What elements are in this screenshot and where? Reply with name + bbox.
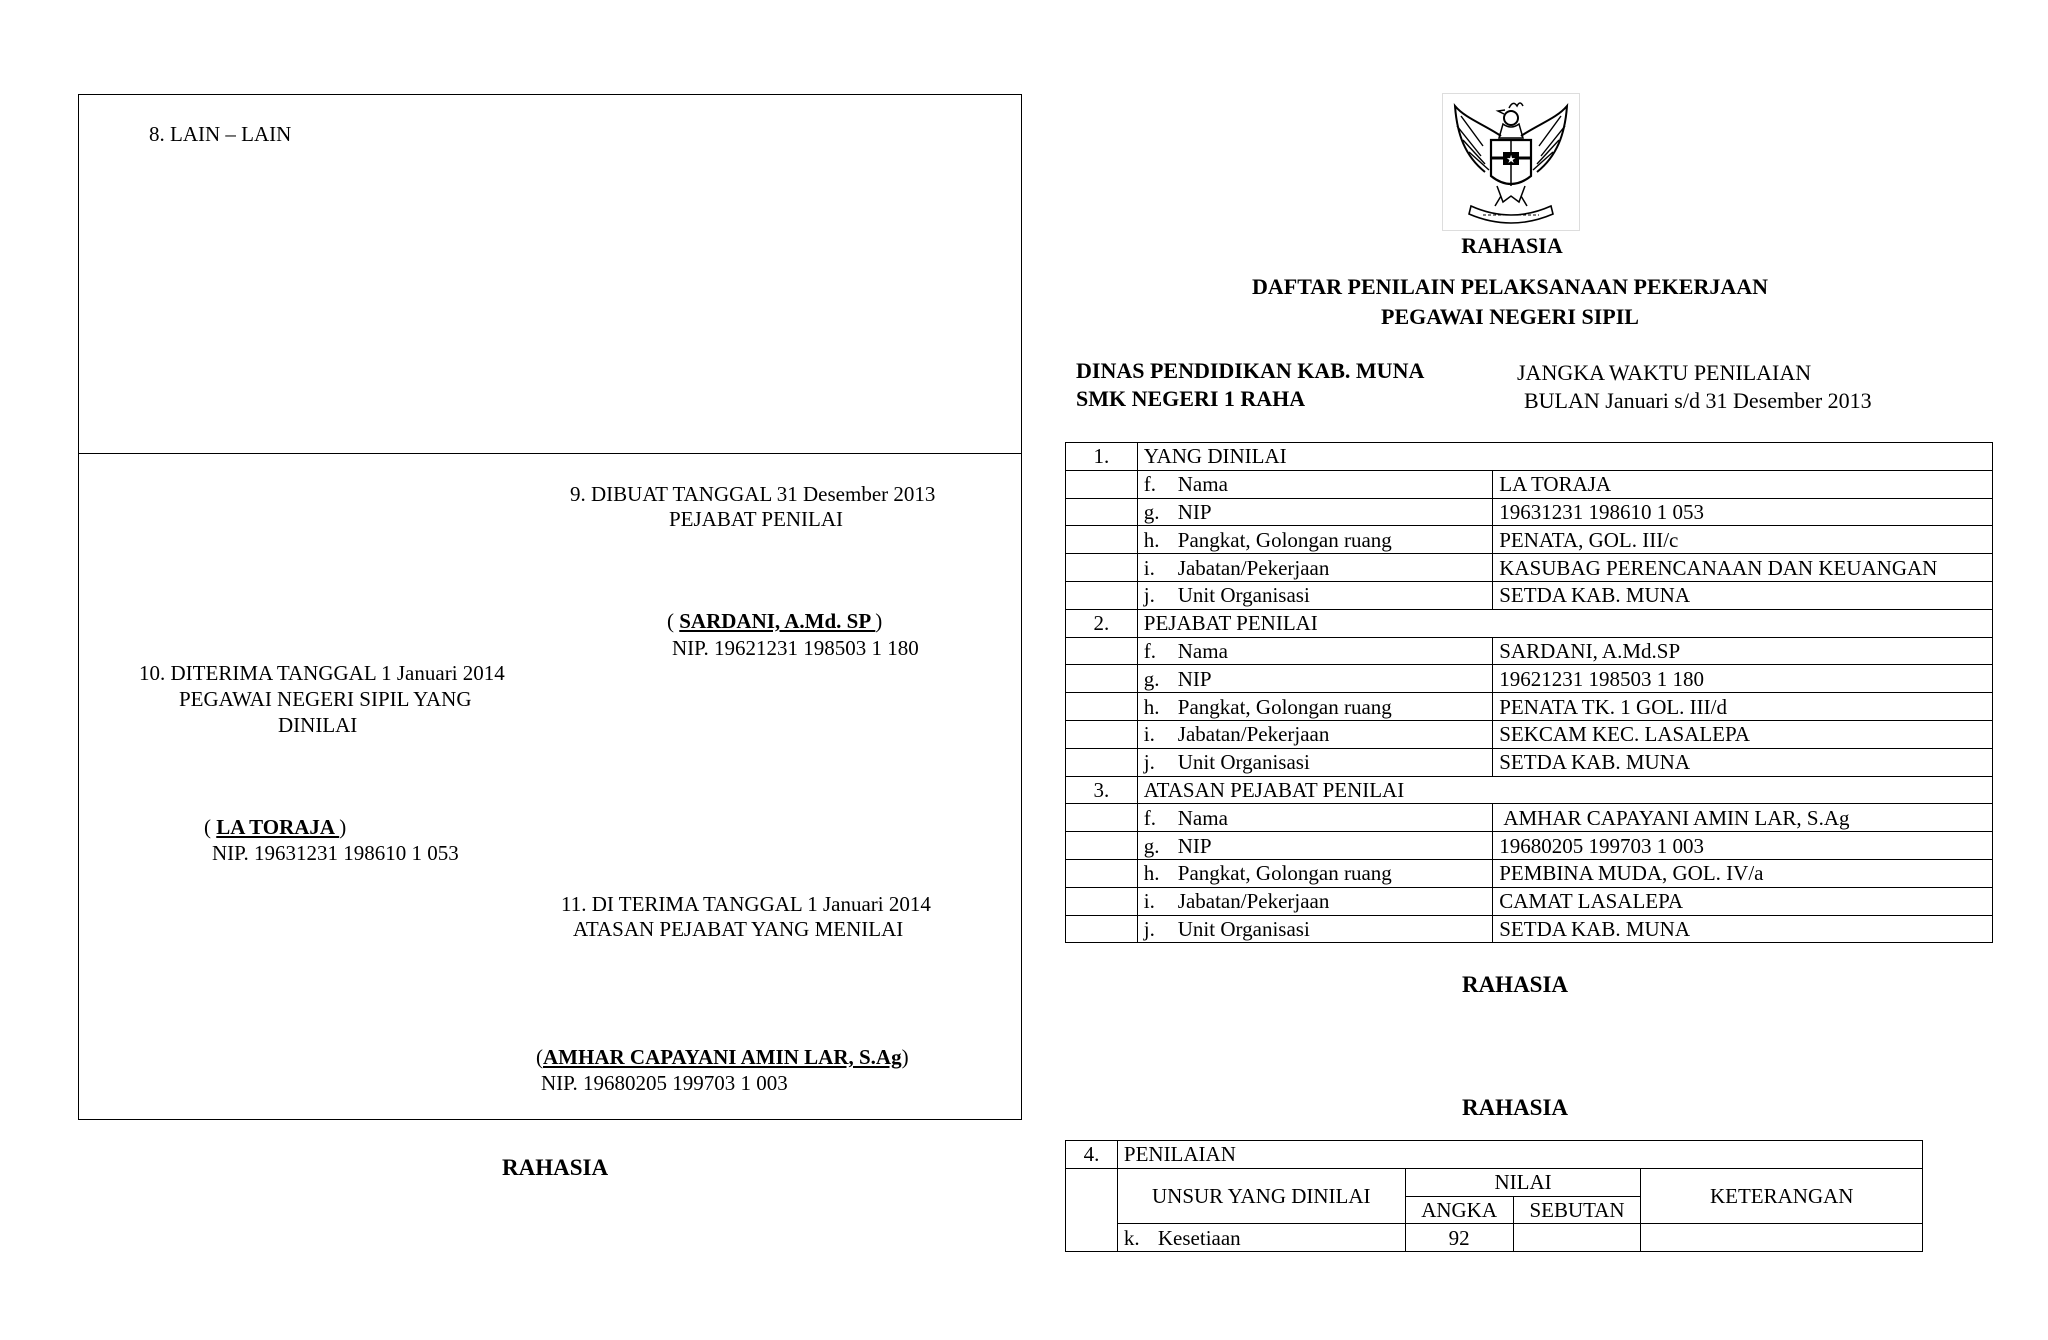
table-row <box>1066 693 1993 721</box>
doc-title-line-2: PEGAWAI NEGERI SIPIL <box>1381 304 1639 329</box>
field-letter: i. <box>1143 889 1155 914</box>
field-label-text: Nama <box>1177 805 1228 830</box>
doc-title-line-1: DAFTAR PENILAIN PELAKSANAAN PEKERJAAN <box>1251 274 1768 299</box>
field-letter: f. <box>1143 472 1157 497</box>
table-row <box>1066 859 1993 887</box>
field-value: CAMAT LASALEPA <box>1493 887 1993 915</box>
field-value: KASUBAG PERENCANAAN DAN KEUANGAN <box>1493 554 1993 582</box>
field-value: SEKCAM KEC. LASALEPA <box>1493 720 1993 748</box>
row-keterangan <box>1641 1224 1923 1252</box>
field-letter: h. <box>1143 527 1160 552</box>
section-number: 1. <box>1066 443 1138 471</box>
field-label <box>1137 720 1492 748</box>
empty-cell <box>1066 804 1138 832</box>
field-label <box>1137 581 1492 609</box>
table-row <box>1066 832 1993 860</box>
field-value: 19621231 198503 1 180 <box>1493 665 1993 693</box>
di-terima-tanggal: 11. DI TERIMA TANGGAL 1 Januari 2014 <box>561 892 931 916</box>
table-row <box>1066 637 1993 665</box>
left-frame <box>78 94 1022 1120</box>
field-label <box>1137 470 1492 498</box>
field-label <box>1137 554 1492 582</box>
dinas-label: DINAS PENDIDIKAN KAB. MUNA <box>1076 358 1425 383</box>
nip-amhar: NIP. 19680205 199703 1 003 <box>541 1071 788 1095</box>
empty-cell <box>1066 637 1138 665</box>
section-number: 3. <box>1066 776 1138 804</box>
column-header-sebutan: SEBUTAN <box>1513 1196 1641 1224</box>
table-row <box>1066 581 1993 609</box>
table-row <box>1066 470 1993 498</box>
diterima-tanggal: 10. DITERIMA TANGGAL 1 Januari 2014 <box>139 661 505 685</box>
empty-cell <box>1066 665 1138 693</box>
period-label: BULAN Januari s/d 31 Desember 2013 <box>1524 388 1872 413</box>
field-label-text: NIP <box>1177 499 1212 524</box>
dinilai-label: DINILAI <box>278 713 358 737</box>
empty-cell <box>1066 470 1138 498</box>
column-header-angka: ANGKA <box>1405 1196 1513 1224</box>
column-header-nilai: NILAI <box>1405 1168 1641 1196</box>
signature-sardani: ( SARDANI, A.Md. SP ) <box>667 609 883 633</box>
table-row <box>1066 748 1993 776</box>
field-letter: g. <box>1143 833 1160 858</box>
field-letter: g. <box>1143 499 1160 524</box>
table-row <box>1066 526 1993 554</box>
rahasia-top: RAHASIA <box>1461 233 1563 258</box>
field-value: PEMBINA MUDA, GOL. IV/a <box>1493 859 1993 887</box>
table-row <box>1066 443 1993 471</box>
empty-cell <box>1066 693 1138 721</box>
field-label-text: Jabatan/Pekerjaan <box>1177 555 1330 580</box>
field-letter: h. <box>1143 694 1160 719</box>
rahasia-left-footer: RAHASIA <box>502 1155 609 1180</box>
field-label <box>1137 693 1492 721</box>
signature-amhar: (AMHAR CAPAYANI AMIN LAR, S.Ag) <box>536 1045 909 1069</box>
field-label <box>1137 859 1492 887</box>
empty-cell <box>1066 832 1138 860</box>
field-label <box>1137 887 1492 915</box>
field-letter: i. <box>1143 555 1155 580</box>
field-label <box>1137 665 1492 693</box>
table-row <box>1066 720 1993 748</box>
field-value: AMHAR CAPAYANI AMIN LAR, S.Ag <box>1493 804 1993 832</box>
field-label-text: Unit Organisasi <box>1177 750 1310 775</box>
signature-la-toraja: ( LA TORAJA ) <box>204 815 347 839</box>
field-label-text: Pangkat, Golongan ruang <box>1177 861 1392 886</box>
field-letter: j. <box>1143 583 1155 608</box>
row-label: k. Kesetiaan <box>1117 1224 1405 1252</box>
section-title: ATASAN PEJABAT PENILAI <box>1137 776 1992 804</box>
field-value: SETDA KAB. MUNA <box>1493 748 1993 776</box>
field-letter: f. <box>1143 638 1157 663</box>
table-row <box>1066 915 1993 943</box>
empty-cell <box>1066 887 1138 915</box>
field-label-text: NIP <box>1177 666 1212 691</box>
field-label <box>1137 526 1492 554</box>
empty-cell <box>1066 554 1138 582</box>
empty-cell <box>1066 720 1138 748</box>
field-label <box>1137 498 1492 526</box>
nip-sardani: NIP. 19621231 198503 1 180 <box>672 636 919 660</box>
row-angka: 92 <box>1405 1224 1513 1252</box>
table-row <box>1066 1141 1923 1169</box>
jangka-waktu-label: JANGKA WAKTU PENILAIAN <box>1517 360 1812 385</box>
field-value: 19680205 199703 1 003 <box>1493 832 1993 860</box>
empty-cell <box>1066 748 1138 776</box>
field-letter: f. <box>1143 805 1157 830</box>
identity-table <box>1065 442 1993 943</box>
field-value: SETDA KAB. MUNA <box>1493 581 1993 609</box>
field-label-text: Nama <box>1177 638 1228 663</box>
column-header-keterangan: KETERANGAN <box>1641 1168 1923 1224</box>
section-number: 2. <box>1066 609 1138 637</box>
table-row <box>1066 554 1993 582</box>
field-label-text: Unit Organisasi <box>1177 583 1310 608</box>
pejabat-penilai-label: PEJABAT PENILAI <box>669 507 844 531</box>
table-row <box>1066 887 1993 915</box>
penilaian-table <box>1065 1140 1923 1252</box>
field-label-text: Nama <box>1177 472 1228 497</box>
field-value: 19631231 198610 1 053 <box>1493 498 1993 526</box>
section-number: 4. <box>1066 1141 1118 1169</box>
section-title: PEJABAT PENILAI <box>1137 609 1992 637</box>
field-label <box>1137 637 1492 665</box>
empty-cell <box>1066 581 1138 609</box>
left-divider <box>78 453 1022 454</box>
field-label <box>1137 832 1492 860</box>
empty-cell <box>1066 526 1138 554</box>
field-label-text: Pangkat, Golongan ruang <box>1177 527 1392 552</box>
rahasia-mid-1: RAHASIA <box>1461 972 1569 997</box>
field-label <box>1137 748 1492 776</box>
rahasia-mid-2: RAHASIA <box>1461 1095 1569 1120</box>
pns-yang-label: PEGAWAI NEGERI SIPIL YANG <box>179 687 472 711</box>
empty-cell <box>1066 498 1138 526</box>
field-label <box>1137 915 1492 943</box>
field-letter: j. <box>1143 750 1155 775</box>
empty-cell <box>1066 915 1138 943</box>
field-letter: h. <box>1143 861 1160 886</box>
table-row <box>1066 1168 1923 1196</box>
table-row <box>1066 498 1993 526</box>
dibuat-tanggal: 9. DIBUAT TANGGAL 31 Desember 2013 <box>570 482 936 506</box>
nip-la-toraja: NIP. 19631231 198610 1 053 <box>212 841 459 865</box>
field-value: SARDANI, A.Md.SP <box>1493 637 1993 665</box>
field-label <box>1137 804 1492 832</box>
table-row <box>1066 609 1993 637</box>
field-label-text: Jabatan/Pekerjaan <box>1177 889 1330 914</box>
garuda-emblem-icon <box>1442 93 1580 231</box>
section-title: PENILAIAN <box>1117 1141 1922 1169</box>
field-value: SETDA KAB. MUNA <box>1493 915 1993 943</box>
school-label: SMK NEGERI 1 RAHA <box>1076 386 1306 411</box>
field-label-text: Jabatan/Pekerjaan <box>1177 722 1330 747</box>
field-letter: j. <box>1143 916 1155 941</box>
column-header-unsur: UNSUR YANG DINILAI <box>1117 1168 1405 1224</box>
field-letter: i. <box>1143 722 1155 747</box>
svg-text:★: ★ <box>1506 154 1516 166</box>
field-label-text: Pangkat, Golongan ruang <box>1177 694 1392 719</box>
table-row <box>1066 1224 1923 1252</box>
row-sebutan <box>1513 1224 1641 1252</box>
empty-cell <box>1066 1168 1118 1251</box>
field-letter: g. <box>1143 666 1160 691</box>
table-row <box>1066 665 1993 693</box>
field-label-text: Unit Organisasi <box>1177 916 1310 941</box>
field-value: PENATA, GOL. III/c <box>1493 526 1993 554</box>
section-title: YANG DINILAI <box>1137 443 1992 471</box>
section-8-lain-lain: 8. LAIN – LAIN <box>149 122 292 146</box>
field-value: LA TORAJA <box>1493 470 1993 498</box>
table-row <box>1066 804 1993 832</box>
field-label-text: NIP <box>1177 833 1212 858</box>
field-value: PENATA TK. 1 GOL. III/d <box>1493 693 1993 721</box>
empty-cell <box>1066 859 1138 887</box>
table-row <box>1066 776 1993 804</box>
atasan-label: ATASAN PEJABAT YANG MENILAI <box>573 917 904 941</box>
